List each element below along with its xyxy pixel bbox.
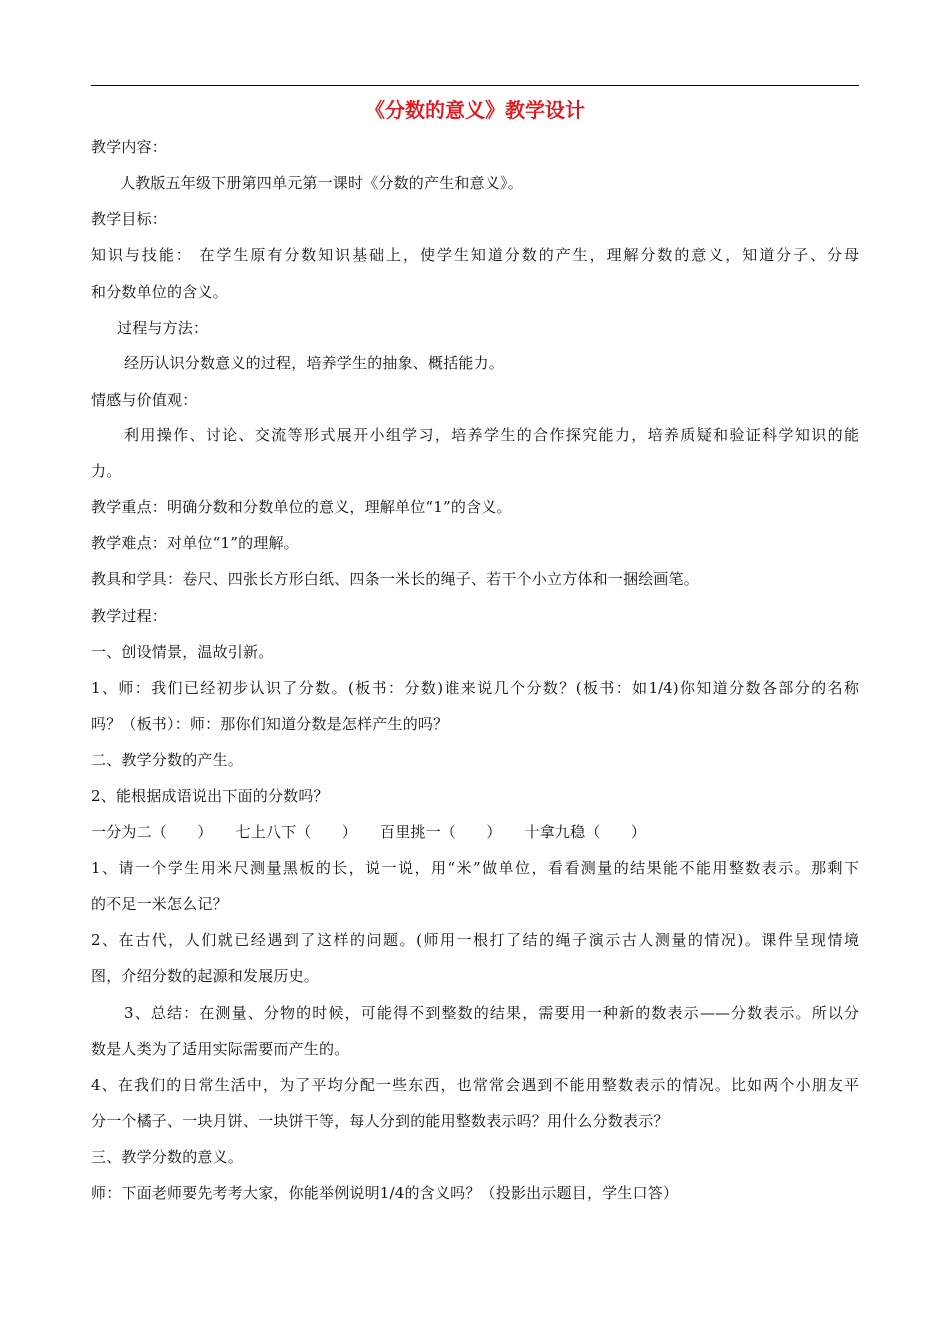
section-2-item-3-line-2: 数是人类为了适用实际需要而产生的。	[91, 1040, 350, 1058]
section-3-teacher-question: 师：下面老师要先考考大家，你能举例说明1/4的含义吗？（投影出示题目，学生口答）	[91, 1184, 679, 1202]
content-text: 人教版五年级下册第四单元第一课时《分数的产生和意义》。	[120, 174, 523, 192]
heading-objectives: 教学目标：	[91, 210, 168, 228]
objective-knowledge-line-2: 和分数单位的含义。	[91, 283, 228, 301]
section-2-item-2b-line-2: 图，介绍分数的起源和发展历史。	[91, 967, 320, 985]
emotion-values-line-2: 力。	[91, 462, 122, 480]
section-2-item-3-line-1: 3、总结：在测量、分物的时候，可能得不到整数的结果，需要用一种新的数表示——分数表示。所以分	[124, 1004, 859, 1022]
section-1-heading: 一、创设情景，温故引新。	[91, 643, 274, 661]
section-2-item-4-line-1: 4、在我们的日常生活中，为了平均分配一些东西，也常常会遇到不能用整数表示的情况。比如两个小朋友平	[91, 1076, 859, 1094]
section-2-heading: 二、教学分数的产生。	[91, 751, 244, 769]
section-2-item-2: 2、能根据成语说出下面的分数吗？	[91, 787, 329, 805]
section-1-item-1-line-2: 吗？（板书）：师：那你们知道分数是怎样产生的吗？	[91, 715, 449, 733]
emotion-values-line-1: 利用操作、讨论、交流等形式展开小组学习，培养学生的合作探究能力，培养质疑和验证科学知识的能	[124, 426, 859, 444]
difficult-points: 教学难点：对单位“1”的理解。	[91, 534, 299, 552]
document-title: 《分数的意义》教学设计	[365, 98, 585, 122]
teaching-aids: 教具和学具：卷尺、四张长方形白纸、四条一米长的绳子、若干个小立方体和一捆绘画笔。	[91, 570, 700, 588]
objective-knowledge-line-1: 知识与技能： 在学生原有分数知识基础上，使学生知道分数的产生，理解分数的意义，知道分子、分母	[91, 246, 859, 264]
heading-process-method: 过程与方法：	[117, 319, 209, 337]
section-2-item-2b-line-1: 2、在古代，人们就已经遇到了这样的问题。(师用一根打了结的绳子演示古人测量的情况)。课件呈现情境	[91, 931, 859, 949]
section-2-item-4-line-2: 分一个橘子、一块月饼、一块饼干等，每人分到的能用整数表示吗？用什么分数表示？	[91, 1112, 669, 1130]
heading-content: 教学内容：	[91, 138, 168, 156]
header-rule	[91, 85, 859, 86]
heading-emotion-values: 情感与价值观：	[91, 391, 198, 409]
process-method-text: 经历认识分数意义的过程，培养学生的抽象、概括能力。	[124, 354, 505, 372]
idioms-line: 一分为二（ ） 七上八下（ ） 百里挑一（ ） 十拿九稳（ ）	[91, 823, 647, 841]
key-points: 教学重点：明确分数和分数单位的意义，理解单位“1”的含义。	[91, 498, 512, 516]
section-2-item-1-line-1: 1、请一个学生用米尺测量黑板的长，说一说，用“米”做单位，看看测量的结果能不能用整数表示。那剩下	[91, 859, 859, 877]
section-3-heading: 三、教学分数的意义。	[91, 1148, 244, 1166]
section-2-item-1-line-2: 的不足一米怎么记？	[91, 895, 228, 913]
section-1-item-1-line-1: 1、师：我们已经初步认识了分数。(板书：分数)谁来说几个分数？(板书：如1/4)你知道分数各部分的名称	[91, 679, 859, 697]
heading-process: 教学过程：	[91, 607, 168, 625]
